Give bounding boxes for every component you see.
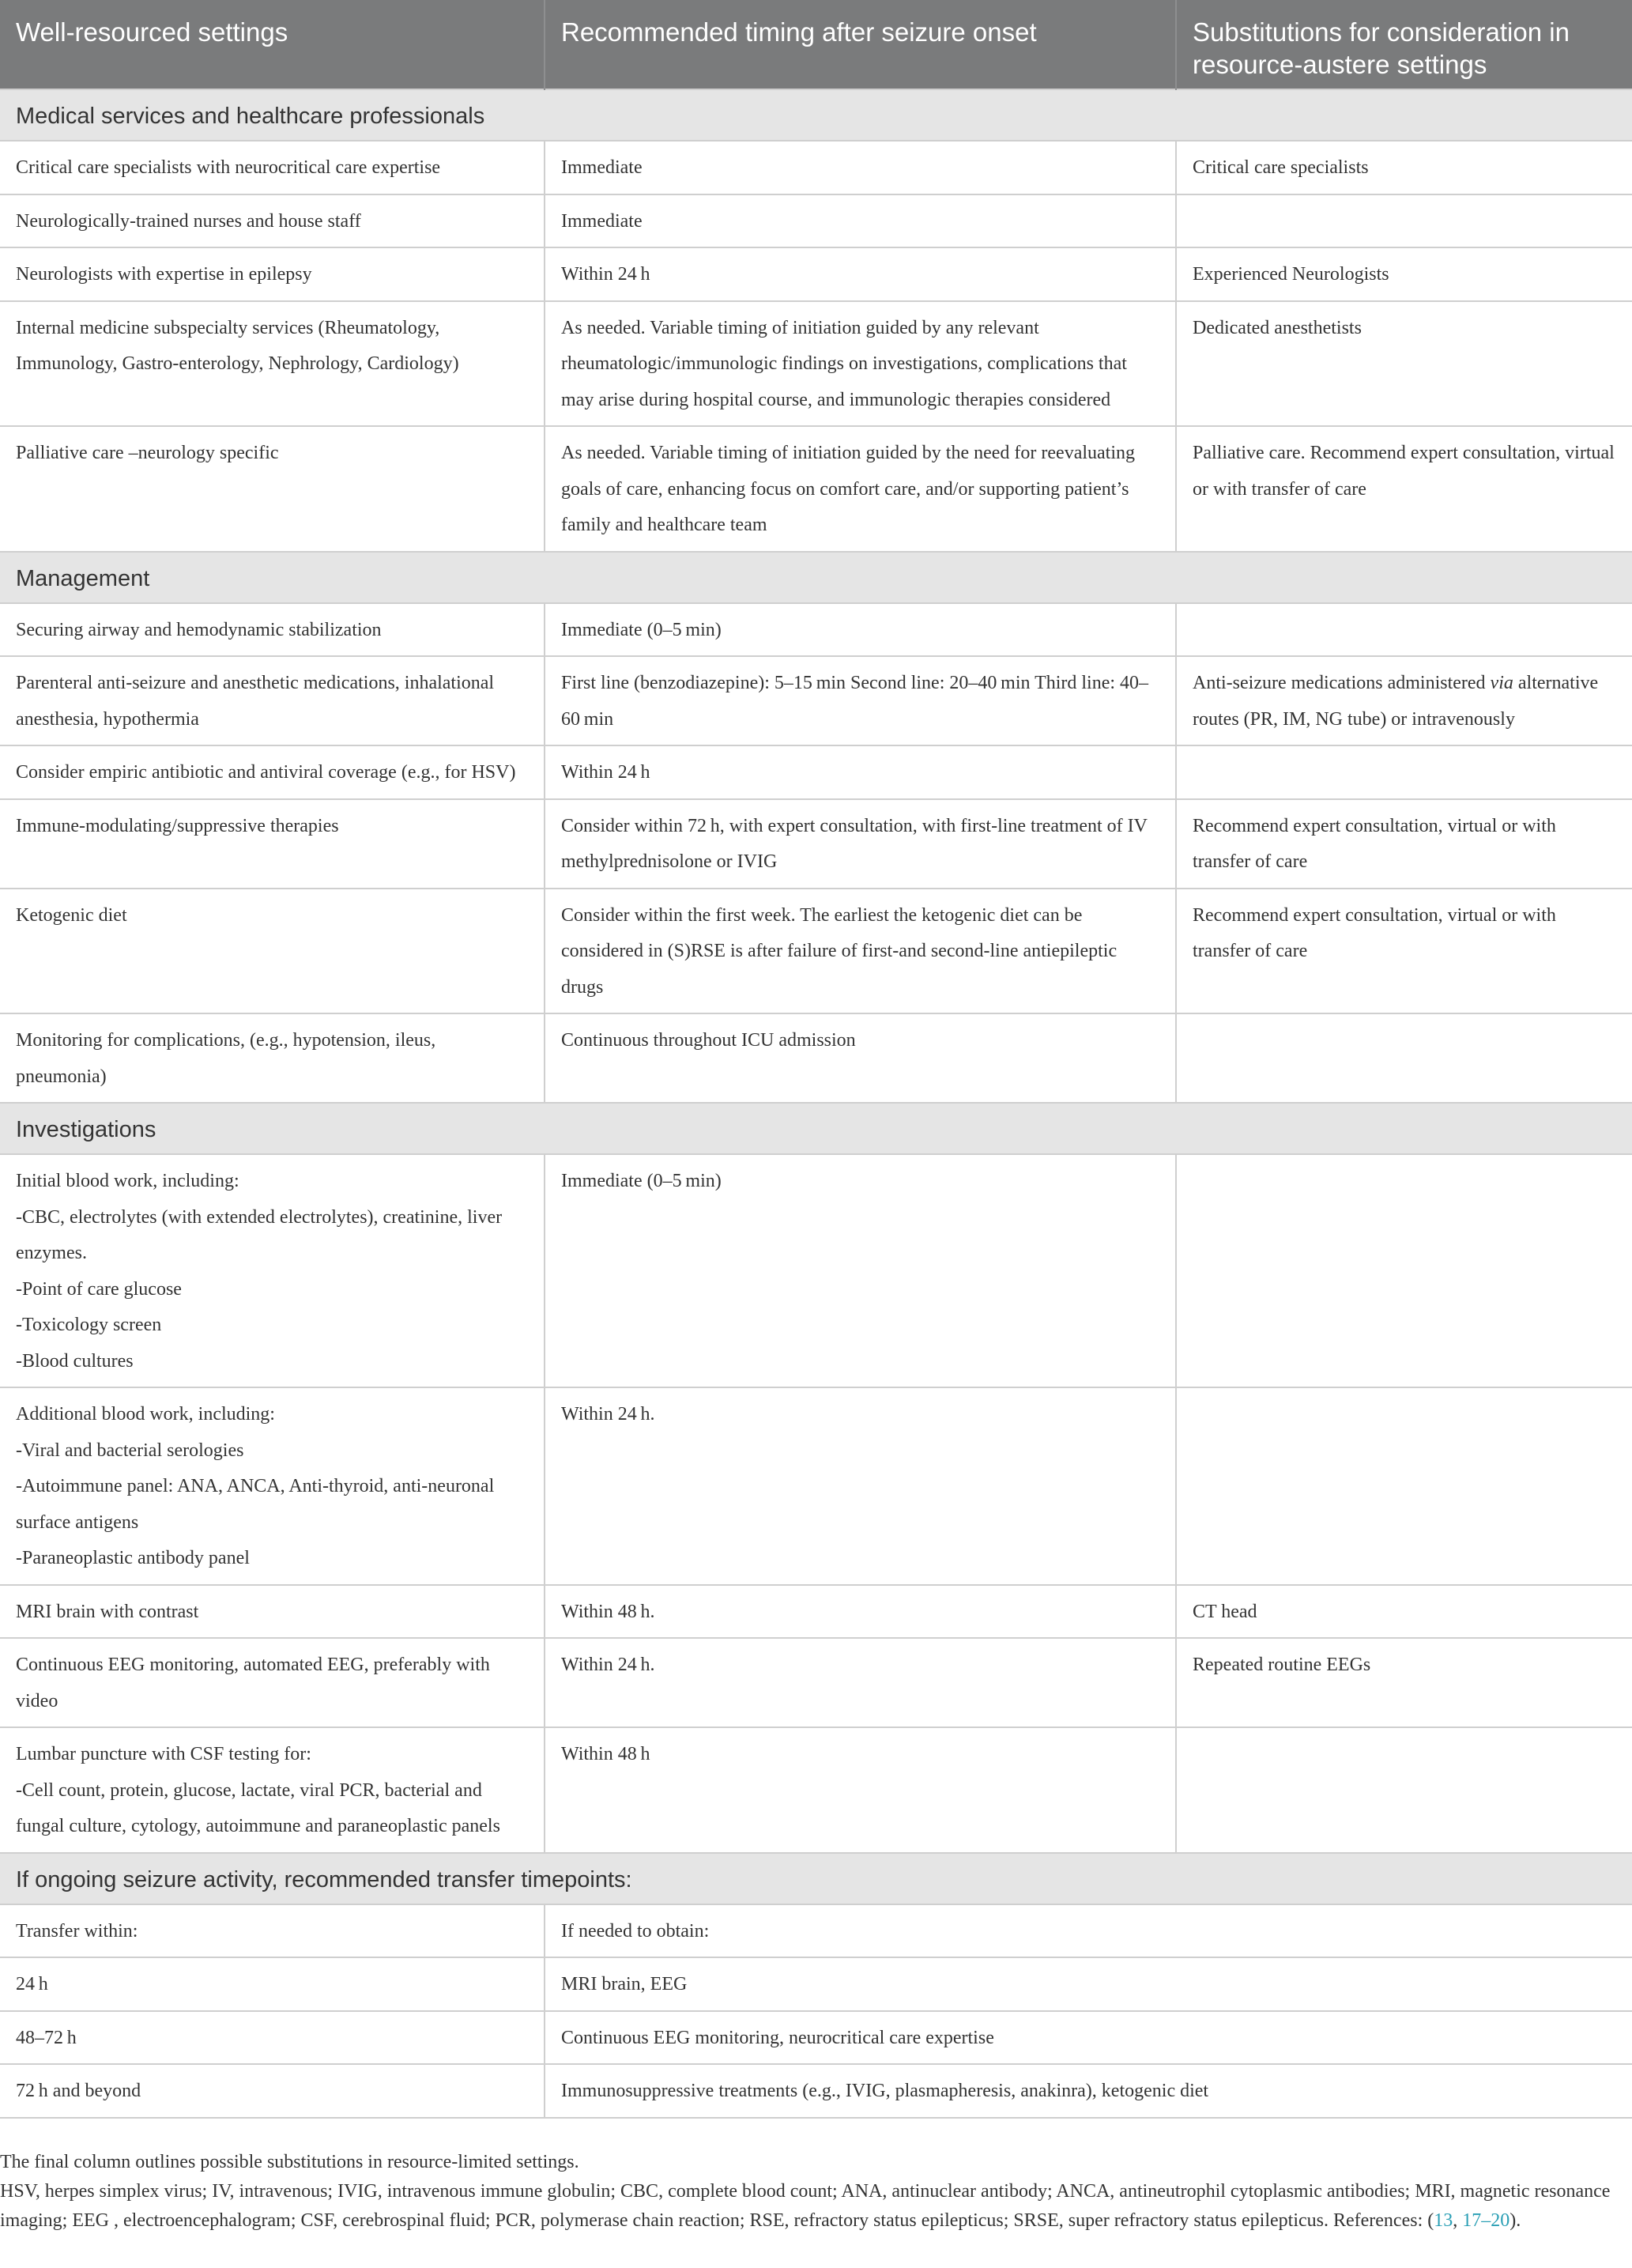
abbreviations-text: HSV, herpes simplex virus; IV, intravenous; IVIG, intravenous immune globulin; CBC, complete blood count; ANA, antinuclear antibody; ANCA, antineutrophil cytoplasmic antibodies; MRI, magnetic resonance imaging; EEG , electroencephalogram; CSF, cerebrospinal fluid; PCR, polymerase chain reaction; RSE, refractory status epilepticus; SRSE, super refractory status epilepticus.	[0, 2181, 1611, 2231]
cell: Consider within 72 h, with expert consultation, with first-line treatment of IV methylprednisolone or IVIG	[545, 799, 1176, 889]
cell: Within 24 h.	[545, 1387, 1176, 1585]
cell-line: -Cell count, protein, glucose, lactate, viral PCR, bacterial and fungal culture, cytology, autoimmune and paraneoplastic panels	[16, 1779, 500, 1836]
cell: Within 24 h	[545, 745, 1176, 799]
cell: Experienced Neurologists	[1176, 247, 1632, 301]
cell	[1176, 194, 1632, 248]
header-col-settings: Well-resourced settings	[0, 0, 545, 89]
section-title: Management	[0, 552, 1632, 603]
cell	[0, 1727, 545, 1853]
cell	[1176, 1154, 1632, 1387]
cell: Neurologists with expertise in epilepsy	[0, 247, 545, 301]
table-row	[0, 301, 1632, 427]
cell-line: -Toxicology screen	[16, 1315, 162, 1335]
cell: Consider empiric antibiotic and antiviral coverage (e.g., for HSV)	[0, 745, 545, 799]
section-header	[0, 1853, 1632, 1904]
cell: Recommend expert consultation, virtual or with transfer of care	[1176, 799, 1632, 889]
cell-text: Anti-seizure medications administered	[1193, 673, 1491, 693]
reference-link[interactable]: 20	[1491, 2210, 1510, 2231]
cell: Palliative care –neurology specific	[0, 426, 545, 552]
table-row	[0, 1387, 1632, 1585]
reference-dash: –	[1481, 2210, 1491, 2231]
header-col-substitutions: Substitutions for consideration in resource-austere settings	[1176, 0, 1632, 89]
cell: Parenteral anti-seizure and anesthetic medications, inhalational anesthesia, hypothermia	[0, 656, 545, 745]
cell-line: -Blood cultures	[16, 1350, 134, 1372]
section-title: If ongoing seizure activity, recommended transfer timepoints:	[0, 1853, 1632, 1904]
cell: Immediate (0–5 min)	[545, 603, 1176, 657]
cell: If needed to obtain:	[545, 1904, 1632, 1958]
cell: Neurologically-trained nurses and house staff	[0, 194, 545, 248]
cell-line: -Paraneoplastic antibody panel	[16, 1548, 250, 1568]
footnote-line: The final column outlines possible substitutions in resource-limited settings.	[0, 2152, 579, 2172]
table-row	[0, 1154, 1632, 1387]
cell: Within 24 h	[545, 247, 1176, 301]
cell-line: Additional blood work, including:	[16, 1404, 275, 1425]
table-row	[0, 2011, 1632, 2065]
cell: Within 24 h.	[545, 1638, 1176, 1727]
cell: 24 h	[0, 1957, 545, 2011]
cell: Securing airway and hemodynamic stabilization	[0, 603, 545, 657]
cell	[1176, 656, 1632, 745]
section-header	[0, 89, 1632, 141]
cell: Within 48 h	[545, 1727, 1176, 1853]
cell	[0, 1387, 545, 1585]
cell: First line (benzodiazepine): 5–15 min Second line: 20–40 min Third line: 40–60 min	[545, 656, 1176, 745]
cell: Immune-modulating/suppressive therapies	[0, 799, 545, 889]
table-row	[0, 656, 1632, 745]
table-footnotes	[0, 2148, 1612, 2236]
cell: Consider within the first week. The earliest the ketogenic diet can be considered in (S)RSE is after failure of first-and second-line antiepileptic drugs	[545, 889, 1176, 1014]
cell: Monitoring for complications, (e.g., hypotension, ileus, pneumonia)	[0, 1013, 545, 1103]
cell: Repeated routine EEGs	[1176, 1638, 1632, 1727]
cell: Critical care specialists with neurocritical care expertise	[0, 141, 545, 194]
table-row	[0, 1727, 1632, 1853]
cell-line: -CBC, electrolytes (with extended electrolytes), creatinine, liver enzymes.	[16, 1206, 503, 1263]
cell-italic: via	[1490, 673, 1513, 693]
cell: Palliative care. Recommend expert consultation, virtual or with transfer of care	[1176, 426, 1632, 552]
cell: CT head	[1176, 1585, 1632, 1639]
cell-line: -Viral and bacterial serologies	[16, 1440, 244, 1461]
table-row	[0, 141, 1632, 194]
reference-link[interactable]: 13	[1434, 2210, 1453, 2231]
section-title: Medical services and healthcare professionals	[0, 89, 1632, 141]
cell: As needed. Variable timing of initiation guided by any relevant rheumatologic/immunologic findings on investigations, complications that may arise during hospital course, and immunologic therapies considered	[545, 301, 1176, 427]
table-row	[0, 1904, 1632, 1958]
header-col-timing: Recommended timing after seizure onset	[545, 0, 1176, 89]
table-row	[0, 2064, 1632, 2118]
cell: Critical care specialists	[1176, 141, 1632, 194]
cell: Internal medicine subspecialty services (Rheumatology, Immunology, Gastro-enterology, Nephrology, Cardiology)	[0, 301, 545, 427]
cell: Recommend expert consultation, virtual or with transfer of care	[1176, 889, 1632, 1014]
cell: MRI brain with contrast	[0, 1585, 545, 1639]
section-header	[0, 1103, 1632, 1154]
cell: Immediate	[545, 194, 1176, 248]
cell: 48–72 h	[0, 2011, 545, 2065]
table-row	[0, 799, 1632, 889]
cell: As needed. Variable timing of initiation guided by the need for reevaluating goals of care, enhancing focus on comfort care, and/or supporting patient’s family and healthcare team	[545, 426, 1176, 552]
section-title: Investigations	[0, 1103, 1632, 1154]
cell	[0, 1154, 545, 1387]
cell	[1176, 1013, 1632, 1103]
references-label: References: (	[1332, 2210, 1434, 2231]
cell: Within 48 h.	[545, 1585, 1176, 1639]
cell	[1176, 1727, 1632, 1853]
cell: Continuous EEG monitoring, automated EEG, preferably with video	[0, 1638, 545, 1727]
table-row	[0, 247, 1632, 301]
cell: Continuous throughout ICU admission	[545, 1013, 1176, 1103]
table-row	[0, 603, 1632, 657]
table-row	[0, 194, 1632, 248]
cell-line: -Autoimmune panel: ANA, ANCA, Anti-thyroid, anti-neuronal surface antigens	[16, 1476, 495, 1533]
table-row	[0, 1585, 1632, 1639]
cell: Transfer within:	[0, 1904, 545, 1958]
footnote-abbreviations	[0, 2177, 1612, 2236]
cell: Continuous EEG monitoring, neurocritical care expertise	[545, 2011, 1632, 2065]
cell	[1176, 1387, 1632, 1585]
reference-link[interactable]: 17	[1462, 2210, 1482, 2231]
table-row	[0, 1013, 1632, 1103]
table-row	[0, 889, 1632, 1014]
cell: Ketogenic diet	[0, 889, 545, 1014]
table-row	[0, 745, 1632, 799]
cell: Immediate (0–5 min)	[545, 1154, 1176, 1387]
section-header	[0, 552, 1632, 603]
cell-text: alternative routes (PR, IM, NG tube) or intravenously	[1193, 673, 1599, 730]
reference-separator: ,	[1453, 2210, 1463, 2231]
cell-line: Initial blood work, including:	[16, 1171, 239, 1191]
table-row	[0, 426, 1632, 552]
cell: Immunosuppressive treatments (e.g., IVIG, plasmapheresis, anakinra), ketogenic diet	[545, 2064, 1632, 2118]
table-row	[0, 1638, 1632, 1727]
header-row	[0, 0, 1632, 89]
cell	[1176, 745, 1632, 799]
cell	[1176, 603, 1632, 657]
cell: Dedicated anesthetists	[1176, 301, 1632, 427]
cell: Immediate	[545, 141, 1176, 194]
references-close: ).	[1510, 2210, 1521, 2231]
cell: MRI brain, EEG	[545, 1957, 1632, 2011]
table-row	[0, 1957, 1632, 2011]
cell-line: Lumbar puncture with CSF testing for:	[16, 1744, 311, 1764]
cell-line: -Point of care glucose	[16, 1278, 182, 1300]
cell: 72 h and beyond	[0, 2064, 545, 2118]
